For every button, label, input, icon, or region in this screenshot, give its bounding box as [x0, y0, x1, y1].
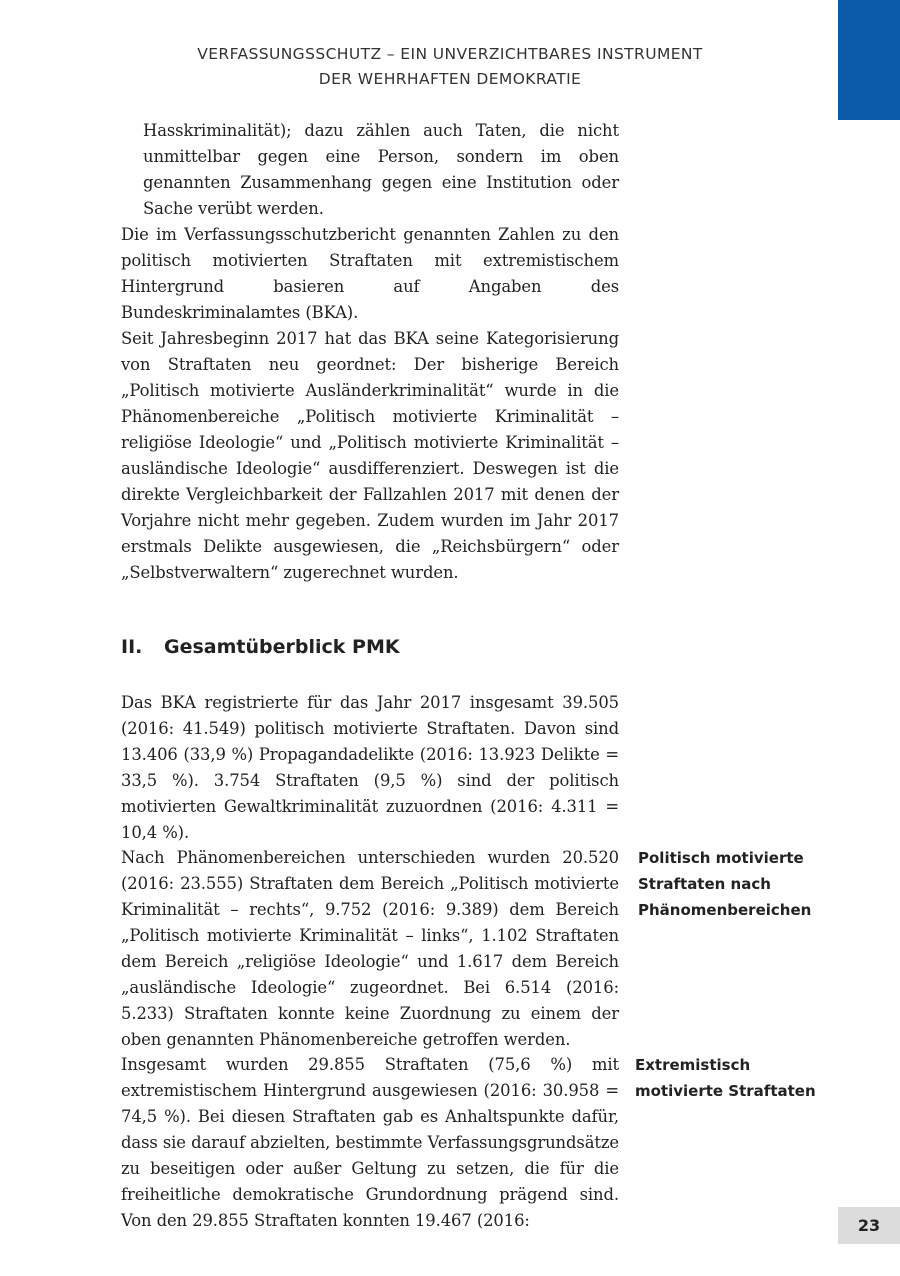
margin-note-extremist: [635, 1052, 835, 1104]
margin-note-line: Straftaten nach: [638, 875, 771, 893]
header-line-1: VERFASSUNGSSCHUTZ – EIN UNVERZICHTBARES INSTRUMENT: [197, 45, 703, 63]
page-number: 23: [838, 1207, 900, 1244]
margin-note-line: motivierte Straftaten: [635, 1082, 816, 1100]
margin-note-line: Politisch motivierte: [638, 849, 804, 867]
section-heading: [121, 636, 400, 658]
section-number: II.: [121, 636, 143, 658]
paragraph-continued-quote: Hasskriminalität); dazu zählen auch Taten, die nicht unmittelbar gegen eine Person, sondern im oben genannten Zusammenhang gegen eine Institution oder Sache verübt werden.: [143, 121, 619, 218]
running-header: [120, 42, 780, 92]
margin-note-phenomenon-areas: [638, 845, 838, 923]
paragraph-extremist-offences: Insgesamt wurden 29.855 Straftaten (75,6 %) mit extremistischem Hintergrund ausgewiesen (2016: 30.958 = 74,5 %). Bei diesen Straftaten gab es Anhaltspunkte dafür, dass sie darauf abzielten, bestimmte Verfassungsgrundsätze zu beseitigen oder außer Geltung zu setzen, die für die freiheitliche demokratische Grundordnung prägend sind. Von den 29.855 Straftaten konnten 19.467 (2016:: [121, 1055, 619, 1230]
paragraph-categorization-change: Seit Jahresbeginn 2017 hat das BKA seine Kategorisierung von Straftaten neu geordnet: Der bisherige Bereich „Politisch motivierte Ausländerkriminalität“ wurde in die Phänomenbereiche „Politisch motivierte Kriminalität – religiöse Ideologie“ und „Politisch motivierte Kriminalität – ausländische Ideologie“ ausdifferenziert. Deswegen ist die direkte Vergleichbarkeit der Fallzahlen 2017 mit denen der Vorjahre nicht mehr gegeben. Zudem wurden im Jahr 2017 erstmals Delikte ausgewiesen, die „Reichsbürgern“ oder „Selbstverwaltern“ zugerechnet wurden.: [121, 329, 619, 582]
paragraph-overall-figures: Das BKA registrierte für das Jahr 2017 insgesamt 39.505 (2016: 41.549) politisch motivierte Straftaten. Davon sind 13.406 (33,9 %) Propagandadelikte (2016: 13.923 Delikte = 33,5 %). 3.754 Straftaten (9,5 %) sind der politisch motivierten Gewaltkriminalität zuzuordnen (2016: 4.311 = 10,4 %).: [121, 693, 619, 842]
paragraph-phenomenon-areas: Nach Phänomenbereichen unterschieden wurden 20.520 (2016: 23.555) Straftaten dem Bereich „Politisch motivierte Kriminalität – rechts“, 9.752 (2016: 9.389) dem Bereich „Politisch motivierte Kriminalität – links“, 1.102 Straftaten dem Bereich „religiöse Ideologie“ und 1.617 dem Bereich „ausländische Ideologie“ zugeordnet. Bei 6.514 (2016: 5.233) Straftaten konnte keine Zuordnung zu einem der oben genannten Phänomenbereiche getroffen werden.: [121, 848, 619, 1049]
margin-note-line: Phänomenbereichen: [638, 901, 812, 919]
margin-note-line: Extremistisch: [635, 1056, 751, 1074]
section-title: Gesamtüberblick PMK: [164, 636, 400, 658]
chapter-color-tab: [838, 0, 900, 120]
header-line-2: DER WEHRHAFTEN DEMOKRATIE: [318, 70, 582, 88]
paragraph-bka-data-source: Die im Verfassungsschutzbericht genannten Zahlen zu den politisch motivierten Straftaten mit extremistischem Hintergrund basieren auf Angaben des Bundeskriminalamtes (BKA).: [121, 225, 619, 322]
